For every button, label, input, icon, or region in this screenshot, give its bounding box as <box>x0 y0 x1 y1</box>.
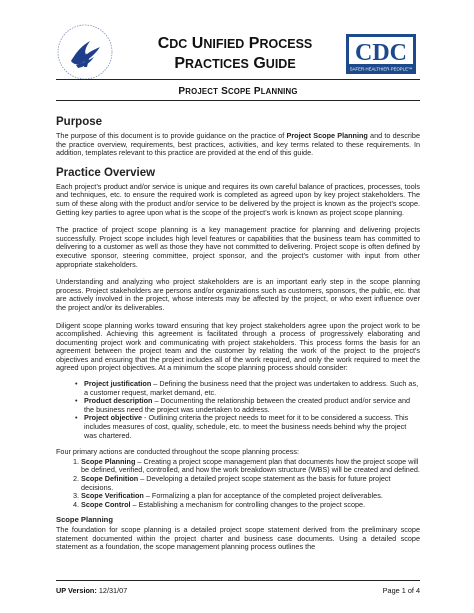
actions-list <box>56 458 420 510</box>
list-item: 1. Scope Planning – Creating a project scope management plan that documents how the project scope will be defined, verified, controlled, and how the work breakdown structure (WBS) will be created and defined. <box>81 458 420 475</box>
title-line-2: PRACTICES GUIDE <box>174 55 296 72</box>
list-item: 3. Scope Verification – Formalizing a plan for acceptance of the completed project deliverables. <box>81 492 420 501</box>
footer-rule <box>56 580 420 581</box>
list-item: 4. Scope Control – Establishing a mechanism for controlling changes to the project scope. <box>81 501 420 510</box>
purpose-heading: Purpose <box>56 116 103 128</box>
header-rule-bottom <box>56 100 420 101</box>
overview-heading: Practice Overview <box>56 166 156 179</box>
overview-paragraph-3: Understanding and analyzing who project stakeholders are is an important early step in the scope planning process. Project stakeholders are persons and/or organizations such as customers, sponsors, the public, etc. that are actively involved in the project, whose interests may be affected by the project, or who exert influence over the project and/or its deliverables. <box>56 277 420 312</box>
document-subtitle: PROJECT SCOPE PLANNING <box>178 86 298 97</box>
overview-paragraph-2: The practice of project scope planning is a key management practice for planning and delivering projects successfully. Project scope includes high level features or capabilities that the business team has committed to delivering to a customer as well as those they have not committed to delivering. Project scope is often defined by executive sponsor, steering committee, project sponsor, and the project’s customer with input from other appropriate stakeholders. <box>56 225 420 269</box>
purpose-text: The purpose of this document is to provide guidance on the practice of Project Scope Planning and to describe the practice overview, requirements, best practices, activities, and key terms related to these requirements. In addition, templates relevant to this practice are provided at the end of this guide. <box>56 131 420 158</box>
scope-planning-heading: Scope Planning <box>56 515 113 525</box>
actions-intro: Four primary actions are conducted throughout the scope planning process: <box>56 447 300 457</box>
version-info: UP Version: 12/31/07 <box>56 586 128 595</box>
list-item: • Project objective - Outlining criteria the project needs to meet for it to be considered a success. This includes measures of cost, quality, schedule, etc. to meet the business needs behind why the project was chartered. <box>84 414 420 440</box>
header-rule-top <box>56 79 420 80</box>
document-title <box>120 34 350 74</box>
scope-planning-text: The foundation for scope planning is a detailed project scope statement derived from the preliminary scope statement documented within the project charter and business case documents. Using a detailed scope statement as a foundation, the scope management planning process outlines the <box>56 524 420 552</box>
considerations-list <box>56 380 420 440</box>
list-item: • Project justification – Defining the business need that the project was undertaken to address. Such as, a customer request, market demand, etc. <box>84 380 420 397</box>
hhs-seal-icon <box>56 23 114 81</box>
cdc-logo <box>346 34 416 74</box>
cdc-tagline: SAFER·HEALTHIER·PEOPLE™ <box>349 66 413 72</box>
page-number: Page 1 of 4 <box>382 586 420 595</box>
list-item: • Product description – Documenting the relationship between the created product and/or service and the business need the project was undertaken to address. <box>84 397 420 414</box>
document-body <box>56 116 420 552</box>
list-item: 2. Scope Definition – Developing a detailed project scope statement as the basis for future project decisions. <box>81 475 420 492</box>
title-line-1: CDC UNIFIED PROCESS <box>157 35 313 52</box>
overview-paragraph-1: Each project’s product and/or service is unique and requires its own careful balance of practices, processes, tools and techniques, etc. to ensure the required work is completed as agreed upon by key project stakeholders. The sum of these along with the product and/or service to be delivered by the project is known as the project’s scope. Getting key parties to agree upon what is the scope of the project’s work is known as project scope planning. <box>56 181 420 217</box>
overview-paragraph-4: Diligent scope planning works toward ensuring that key project stakeholders agree upon the project work to be accomplished. Achieving this agreement is facilitated through a process of progressively elaborating and documenting project work and communicating with project stakeholders. This process forms the basis for an agreement between the project team and the customer by relating the work of the project to the project's objectives and ensuring that the project includes all of the work required, and only the work required to meet the agreed upon project objectives. At a minimum the scope planning process should consider: <box>56 320 420 373</box>
cdc-logo-text: CDC <box>355 40 407 66</box>
